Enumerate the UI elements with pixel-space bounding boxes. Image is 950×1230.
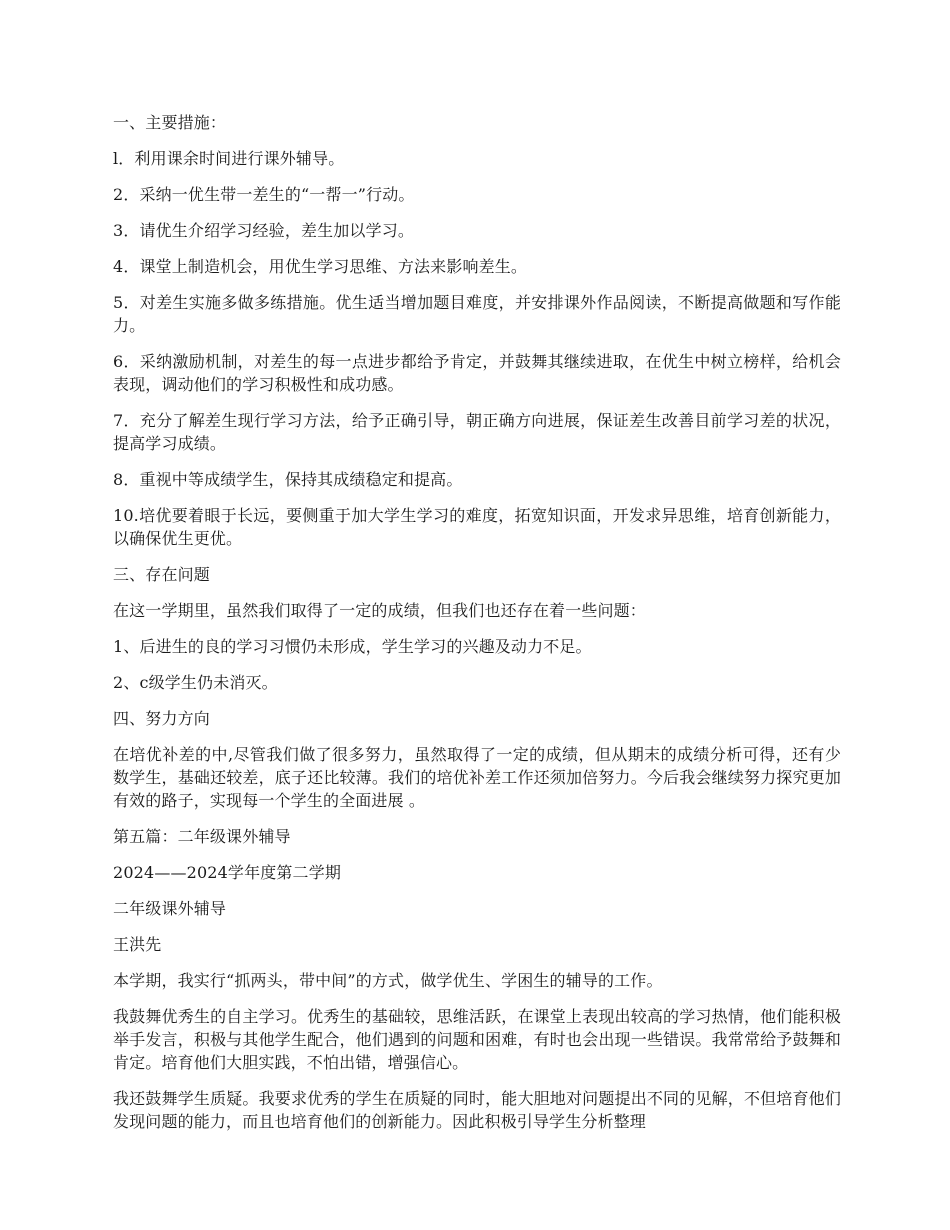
problem-item-2: 2、c级学生仍未消灭。 (113, 673, 278, 692)
body-paragraph-1: 本学期，我实行“抓两头，带中间”的方式，做学优生、学困生的辅导的工作。 (113, 971, 663, 990)
measure-item-6: 6．采纳激励机制，对差生的每一点进步都给予肯定，并鼓舞其继续进取，在优生中树立榜样，给机会表现，调动他们的学习积极性和成功感。 (113, 352, 841, 394)
section-heading-direction: 四、努力方向 (113, 709, 210, 728)
body-paragraph-2: 我鼓舞优秀生的自主学习。优秀生的基础较，思维活跃，在课堂上表现出较高的学习热情，他们能积极举手发言，积极与其他学生配合，他们遇到的问题和困难，有时也会出现一些错误。我常常给予鼓舞和肯定。培育他们大胆实践，不怕出错，增强信心。 (113, 1007, 841, 1072)
measure-item-7: 7．充分了解差生现行学习方法，给予正确引导，朝正确方向进展，保证差生改善目前学习差的状况，提高学习成绩。 (113, 411, 841, 453)
chapter-title: 第五篇：二年级课外辅导 (113, 827, 291, 846)
body-paragraph-3: 我还鼓舞学生质疑。我要求优秀的学生在质疑的同时，能大胆地对问题提出不同的见解，不但培育他们发现问题的能力，而且也培育他们的创新能力。因此积极引导学生分析整理 (113, 1089, 841, 1131)
section-heading-problems: 三、存在问题 (113, 565, 210, 584)
document-title: 二年级课外辅导 (113, 899, 227, 918)
measure-item-4: 4．课堂上制造机会，用优生学习思维、方法来影响差生。 (113, 257, 528, 276)
measure-item-1: l．利用课余时间进行课外辅导。 (113, 149, 345, 168)
direction-paragraph: 在培优补差的中,尽管我们做了很多努力，虽然取得了一定的成绩，但从期末的成绩分析可得，还有少数学生，基础还较差，底子还比较薄。我们的培优补差工作还须加倍努力。今后我会继续努力探究更加有效的路子，实现每一个学生的全面进展 。 (113, 745, 841, 810)
measure-item-8: 8．重视中等成绩学生，保持其成绩稳定和提高。 (113, 470, 463, 489)
problems-intro: 在这一学期里，虽然我们取得了一定的成绩，但我们也还存在着一些问题： (113, 601, 646, 620)
author-name: 王洪先 (113, 935, 162, 954)
document-body (113, 111, 841, 1146)
measure-item-3: 3．请优生介绍学习经验，差生加以学习。 (113, 221, 415, 240)
measure-item-2: 2．采纳一优生带一差生的“一帮一”行动。 (113, 185, 415, 204)
measure-item-5: 5．对差生实施多做多练措施。优生适当增加题目难度，并安排课外作品阅读，不断提高做题和写作能力。 (113, 293, 841, 335)
measure-item-10: 10.培优要着眼于长远，要侧重于加大学生学习的难度，拓宽知识面，开发求异思维，培育创新能力，以确保优生更优。 (113, 506, 841, 548)
section-heading-main-measures: 一、主要措施： (113, 113, 227, 132)
problem-item-1: 1、后进生的良的学习习惯仍未形成，学生学习的兴趣及动力不足。 (113, 637, 592, 656)
school-term: 2024——2024学年度第二学期 (113, 863, 341, 882)
